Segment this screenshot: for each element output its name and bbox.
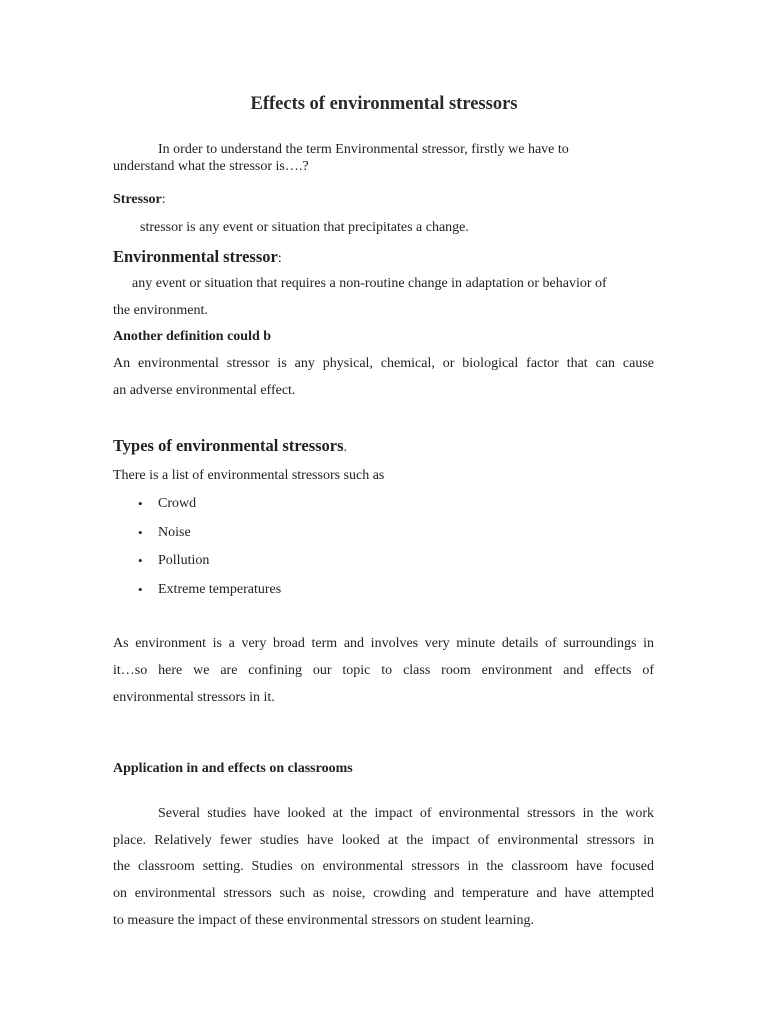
application-line-4: on environmental stressors such as noise, crowding and temperature and have attempted	[113, 886, 654, 901]
broad-line-3: environmental stressors in it.	[113, 690, 275, 705]
list-item-label: Crowd	[158, 496, 197, 511]
application-line-5: to measure the impact of these environmental stressors on student learning.	[113, 913, 535, 928]
list-item-label: Pollution	[158, 553, 210, 568]
application-heading: Application in and effects on classrooms	[113, 761, 353, 776]
another-definition-heading: Another definition could b	[113, 329, 272, 344]
bullet-icon: •	[138, 525, 143, 540]
env-stressor-heading-line	[113, 247, 282, 267]
bullet-icon: •	[138, 496, 143, 511]
env-stressor-line-2: the environment.	[113, 303, 208, 318]
bullet-icon: •	[138, 582, 143, 597]
env-stressor-line-1: any event or situation that requires a non-routine change in adaptation or behavior of	[132, 276, 607, 291]
another-definition-line-1: An environmental stressor is any physical, chemical, or biological factor that can cause	[113, 356, 654, 371]
intro-line-1: In order to understand the term Environmental stressor, firstly we have to	[158, 142, 569, 157]
types-heading: Types of environmental stressors	[113, 436, 344, 455]
intro-line-2: understand what the stressor is….?	[113, 159, 309, 174]
application-line-1: Several studies have looked at the impact of environmental stressors in the work	[158, 806, 654, 821]
stressor-heading-line	[113, 192, 166, 208]
list-item-label: Extreme temperatures	[158, 582, 282, 597]
list-item-label: Noise	[158, 525, 191, 540]
stressor-colon: :	[161, 192, 166, 207]
broad-line-1: As environment is a very broad term and involves very minute details of surroundings in	[113, 636, 654, 651]
bullet-icon: •	[138, 553, 143, 568]
types-intro: There is a list of environmental stressors such as	[113, 468, 385, 483]
broad-line-2: it…so here we are confining our topic to class room environment and effects of	[113, 663, 654, 678]
application-line-2: place. Relatively fewer studies have looked at the impact of environmental stressors in	[113, 833, 654, 848]
document-title: Effects of environmental stressors	[250, 94, 518, 114]
stressor-heading: Stressor	[113, 192, 162, 207]
env-stressor-heading: Environmental stressor	[113, 247, 278, 266]
types-heading-line	[113, 436, 347, 456]
another-definition-line-2: an adverse environmental effect.	[113, 383, 296, 398]
stressor-definition: stressor is any event or situation that precipitates a change.	[140, 220, 469, 235]
application-line-3: the classroom setting. Studies on environmental stressors in the classroom have focused	[113, 859, 654, 874]
env-stressor-colon: :	[277, 251, 282, 266]
types-period: .	[343, 440, 348, 455]
